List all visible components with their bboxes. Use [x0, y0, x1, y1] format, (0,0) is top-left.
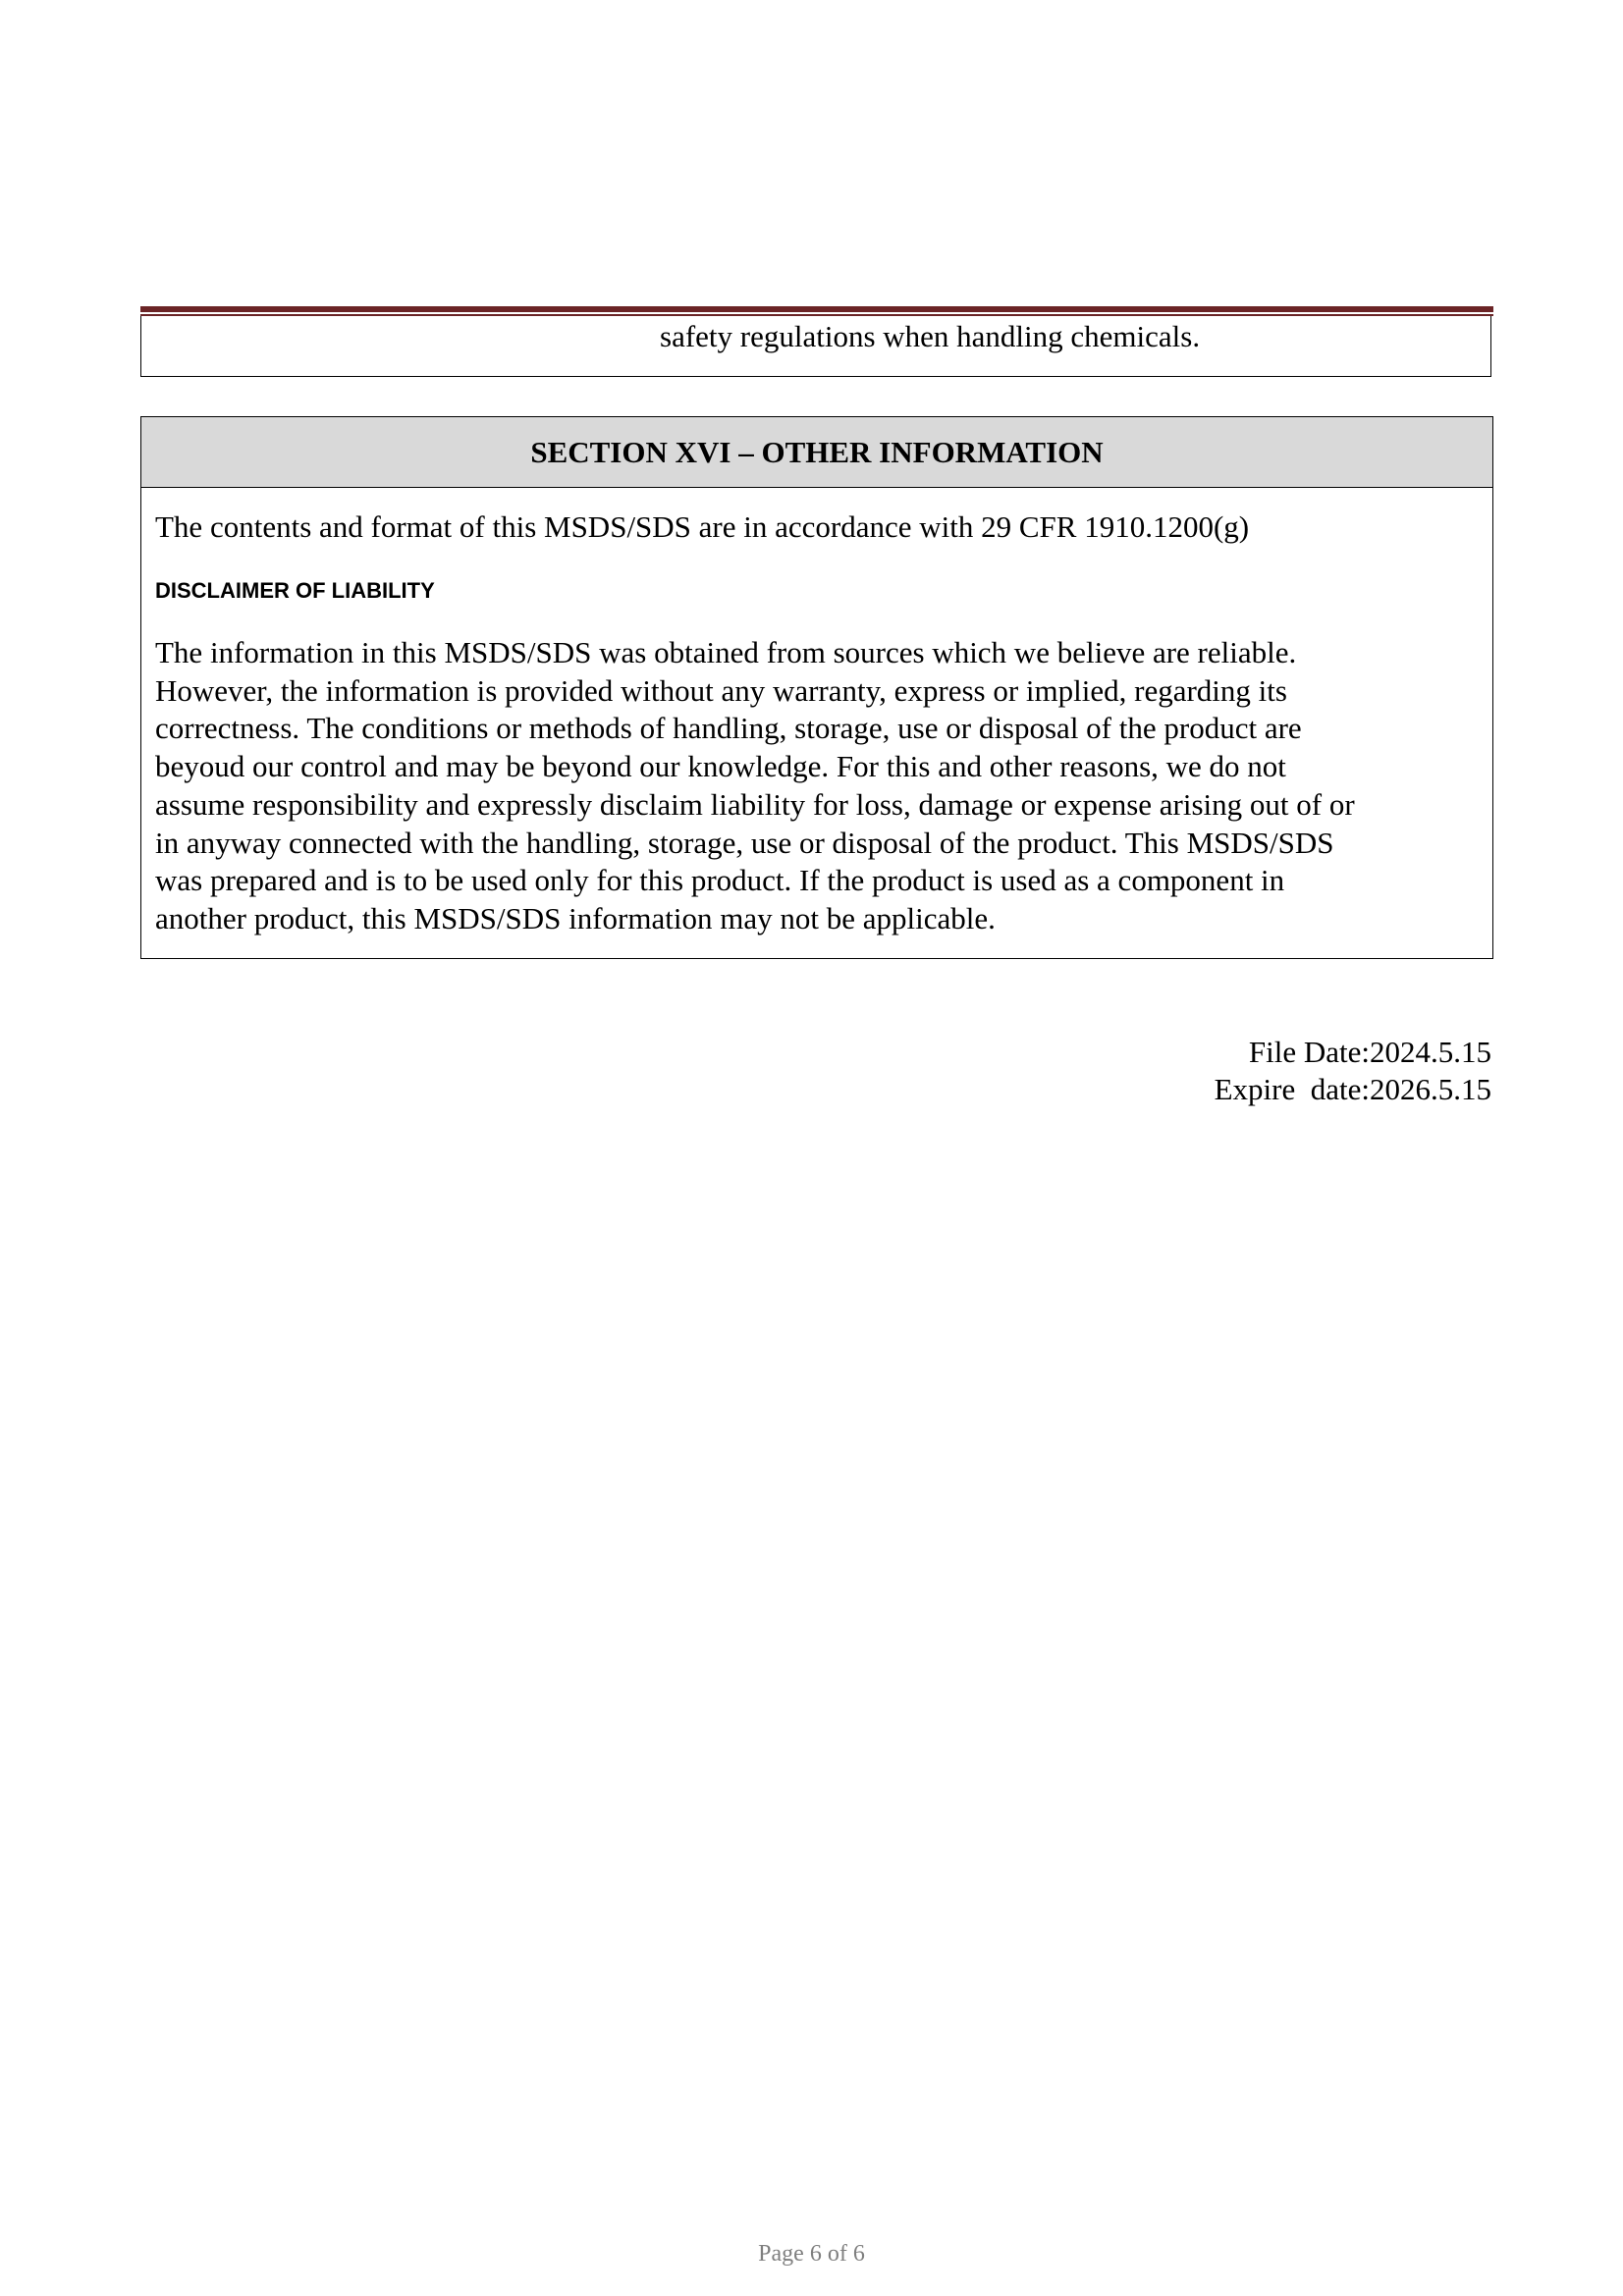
disclaimer-line: beyoud our control and may be beyond our knowledge. For this and other reasons, we do not	[155, 749, 1286, 784]
section-16-title: SECTION XVI – OTHER INFORMATION	[141, 417, 1492, 488]
expire-date: Expire date:2026.5.15	[1214, 1072, 1491, 1106]
disclaimer-title: DISCLAIMER OF LIABILITY	[155, 578, 435, 603]
disclaimer-line: assume responsibility and expressly disclaim liability for loss, damage or expense arising out of or	[155, 786, 1355, 822]
section-16-box	[140, 416, 1493, 959]
disclaimer-line: another product, this MSDS/SDS information may not be applicable.	[155, 900, 996, 935]
file-date: File Date:2024.5.15	[1248, 1035, 1491, 1069]
disclaimer-line: was prepared and is to be used only for this product. If the product is used as a component in	[155, 863, 1285, 898]
continued-text: safety regulations when handling chemicals.	[660, 319, 1201, 353]
page-number: Page 6 of 6	[758, 2241, 865, 2267]
disclaimer-line: The information in this MSDS/SDS was obtained from sources which we believe are reliable.	[155, 635, 1297, 669]
header-rule	[140, 306, 1493, 312]
disclaimer-body	[155, 634, 1483, 938]
conformity-statement: The contents and format of this MSDS/SDS are in accordance with 29 CFR 1910.1200(g)	[155, 509, 1250, 544]
disclaimer-line: correctness. The conditions or methods of handling, storage, use or disposal of the product are	[155, 711, 1302, 746]
disclaimer-line: in anyway connected with the handling, storage, use or disposal of the product. This MSDS/SDS	[155, 825, 1334, 860]
document-dates	[1215, 1034, 1491, 1108]
disclaimer-line: However, the information is provided without any warranty, express or implied, regarding its	[155, 672, 1287, 708]
